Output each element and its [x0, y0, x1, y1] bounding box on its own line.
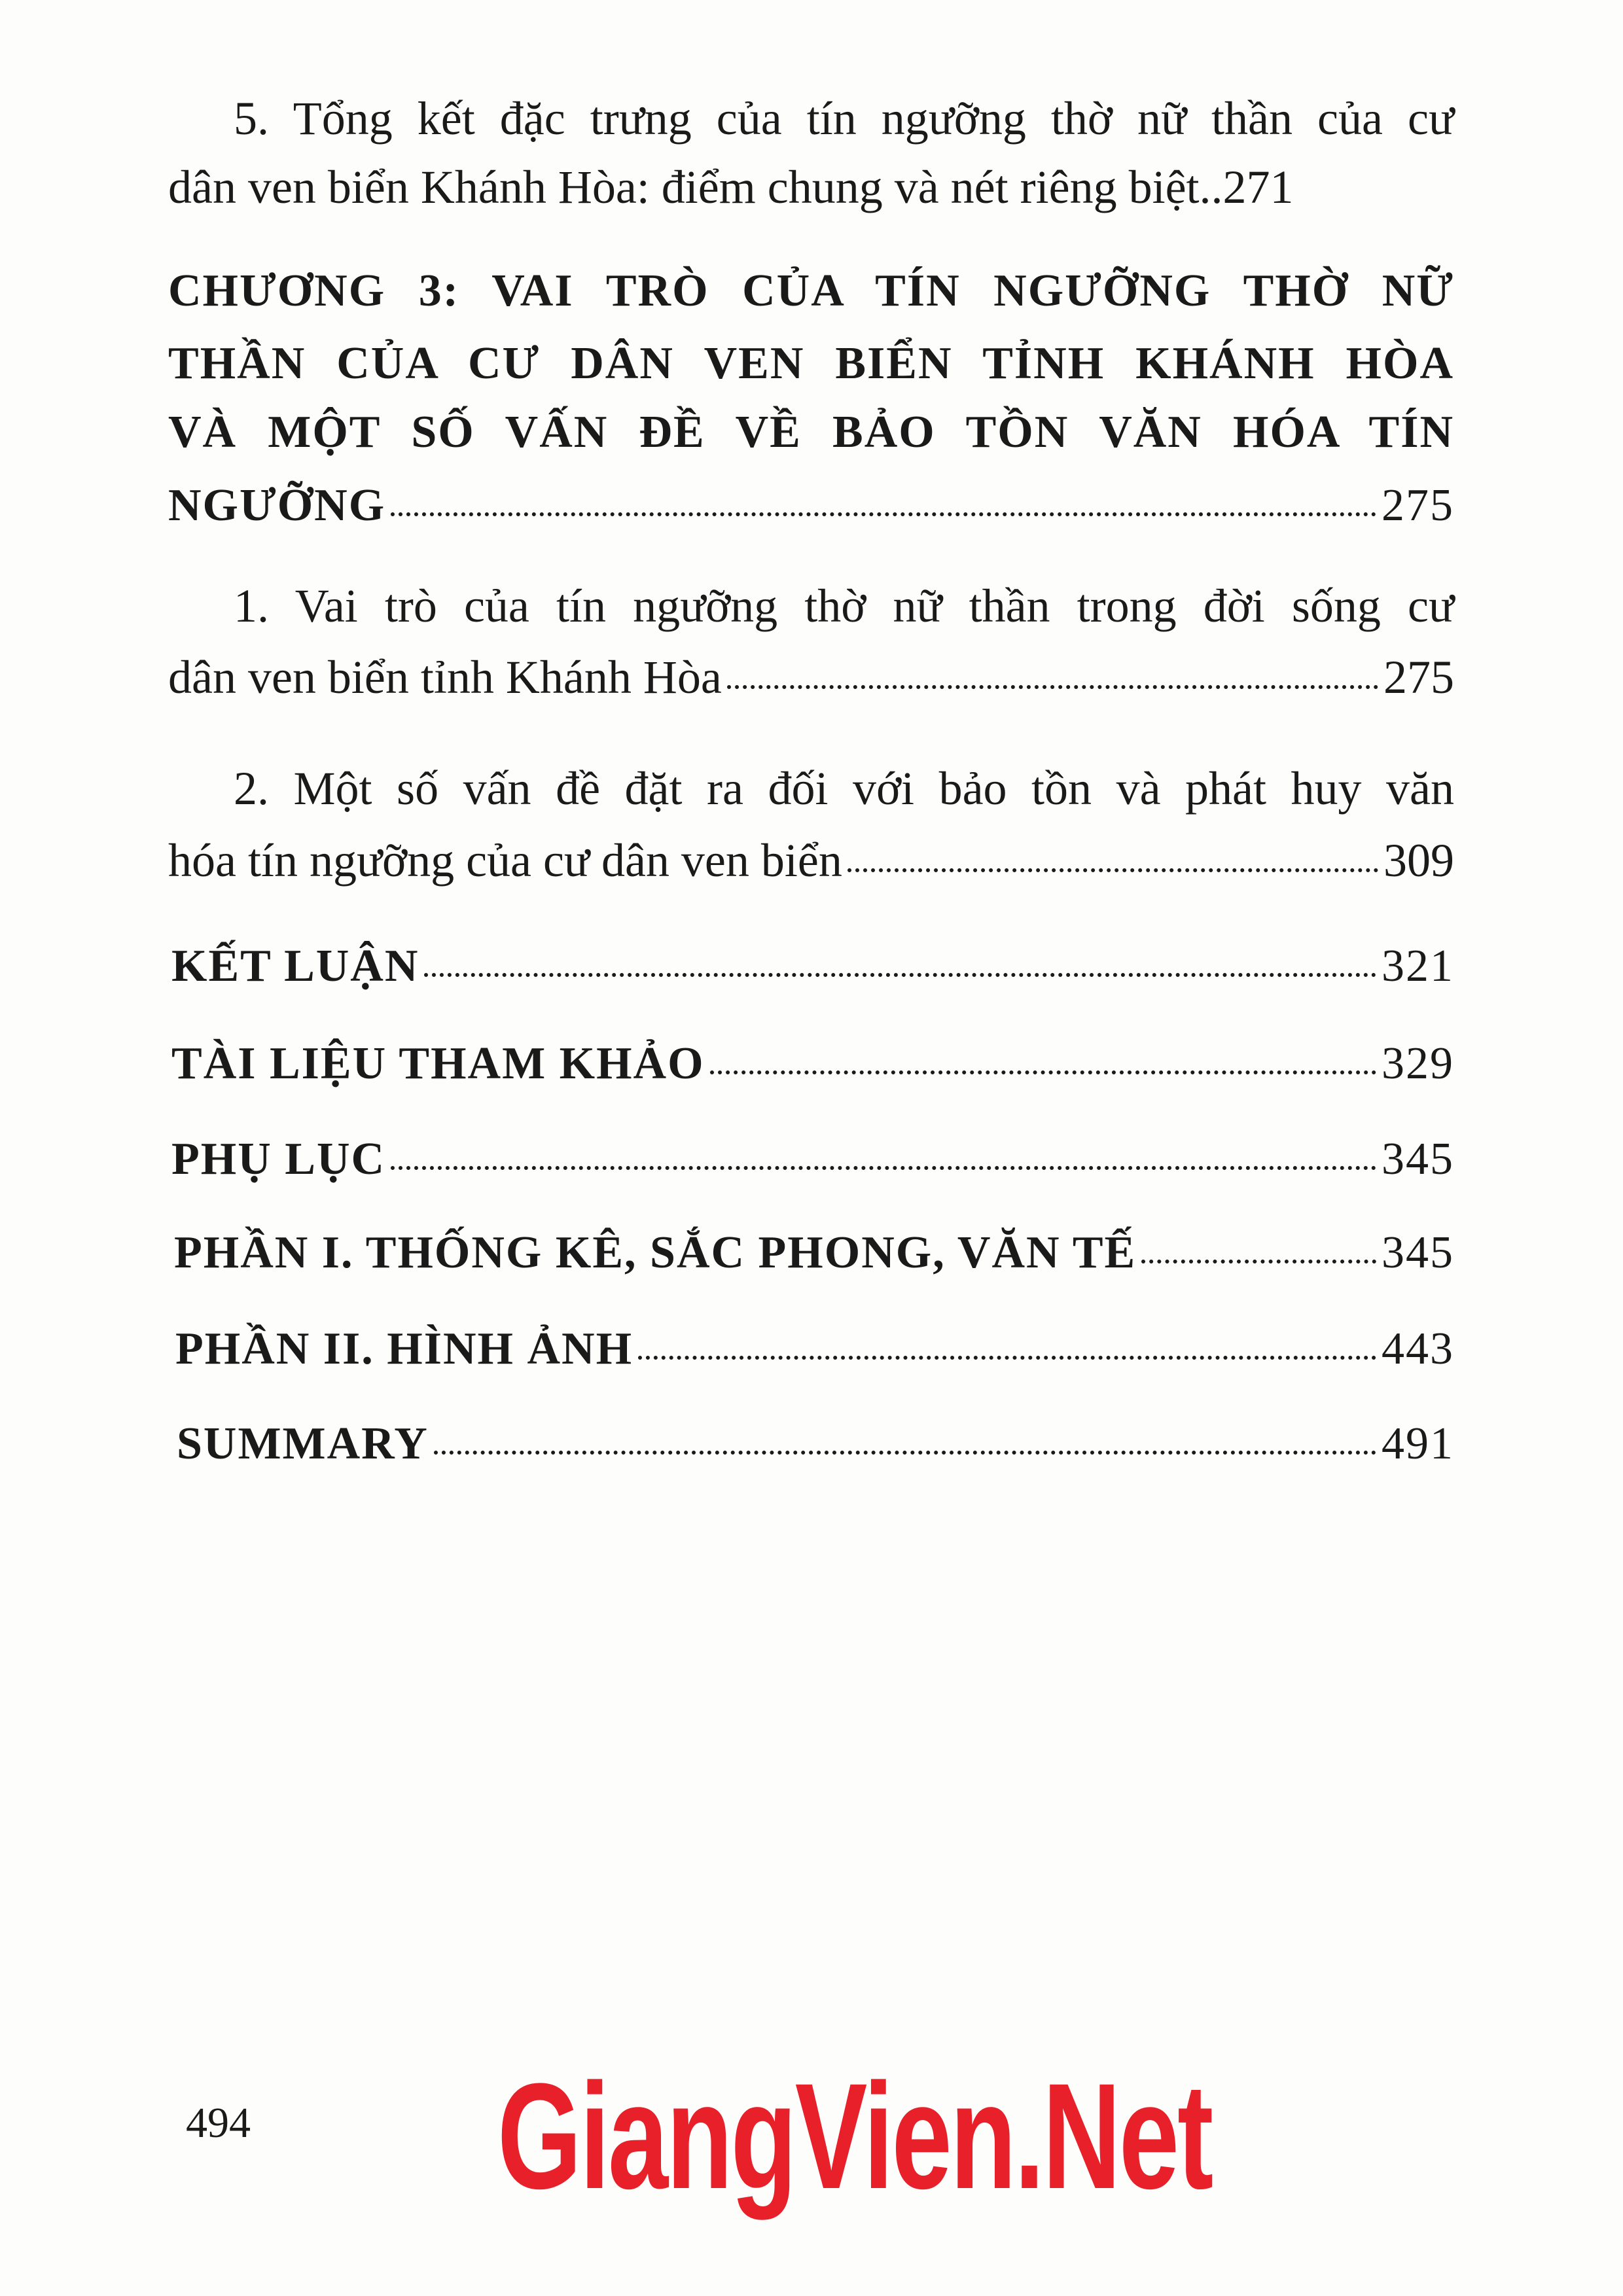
section-page: 345	[1382, 1134, 1454, 1184]
toc-section-phu-luc	[171, 1134, 1454, 1184]
chapter-3-line1: CHƯƠNG 3: VAI TRÒ CỦA TÍN NGƯỠNG THỜ NỮ	[168, 266, 1454, 316]
chapter-3-line3: VÀ MỘT SỐ VẤN ĐỀ VỀ BẢO TỒN VĂN HÓA TÍN	[168, 407, 1454, 457]
toc-section-summary	[177, 1421, 1454, 1467]
toc-entry-5-line2	[168, 161, 1454, 213]
dot-leader	[391, 1166, 1376, 1170]
section-page: 491	[1382, 1419, 1454, 1469]
dot-leader	[710, 1070, 1376, 1074]
toc-section-phan-1	[174, 1227, 1454, 1278]
section-label: PHẦN II. HÌNH ẢNH	[175, 1324, 633, 1374]
toc-entry-2-line1: 2. Một số vấn đề đặt ra đối với bảo tồn và phát huy văn	[234, 762, 1454, 815]
section-page: 443	[1382, 1324, 1454, 1374]
toc-entry-2-page: 309	[1383, 834, 1454, 887]
watermark-logo: GiangVien.Net	[497, 2052, 1212, 2220]
section-page: 345	[1382, 1227, 1454, 1278]
chapter-3-line4	[168, 480, 1454, 531]
toc-section-phan-2	[175, 1326, 1454, 1372]
dot-leader	[391, 512, 1376, 516]
toc-entry-1-page: 275	[1383, 651, 1454, 703]
dot-leader	[727, 685, 1378, 689]
section-page: 321	[1382, 941, 1454, 991]
toc-entry-5-label: dân ven biển Khánh Hòa: điểm chung và nét riêng biệt	[168, 161, 1200, 213]
toc-entry-5-line1: 5. Tổng kết đặc trưng của tín ngưỡng thờ nữ thần của cư	[234, 92, 1454, 145]
dot-leader	[638, 1356, 1376, 1360]
section-page: 329	[1382, 1038, 1454, 1089]
section-label: TÀI LIỆU THAM KHẢO	[171, 1038, 705, 1089]
toc-entry-2-label: hóa tín ngưỡng của cư dân ven biển	[168, 834, 842, 887]
dot-leader	[434, 1451, 1376, 1455]
toc-entry-1-line2	[168, 651, 1454, 703]
page-number: 494	[186, 2099, 251, 2147]
chapter-3-label: NGƯỠNG	[168, 480, 386, 531]
dot-leader	[847, 868, 1378, 872]
toc-entry-2-line2	[168, 834, 1454, 887]
section-label: SUMMARY	[177, 1419, 429, 1469]
section-label: PHẦN I. THỐNG KÊ, SẮC PHONG, VĂN TẾ	[174, 1227, 1137, 1278]
section-label: KẾT LUẬN	[171, 941, 419, 991]
dot-leader	[424, 973, 1376, 977]
toc-entry-1-line1: 1. Vai trò của tín ngưỡng thờ nữ thần trong đời sống cư	[234, 580, 1454, 632]
dot-leader	[1141, 1260, 1376, 1263]
toc-entry-1-label: dân ven biển tỉnh Khánh Hòa	[168, 651, 722, 703]
chapter-3-line2: THẦN CỦA CƯ DÂN VEN BIỂN TỈNH KHÁNH HÒA	[168, 338, 1454, 389]
chapter-3-page: 275	[1382, 480, 1454, 531]
section-label: PHỤ LỤC	[171, 1134, 386, 1184]
toc-section-tai-lieu	[171, 1038, 1454, 1089]
toc-section-ket-luan	[171, 941, 1454, 991]
toc-entry-5-page: ..271	[1199, 161, 1294, 213]
